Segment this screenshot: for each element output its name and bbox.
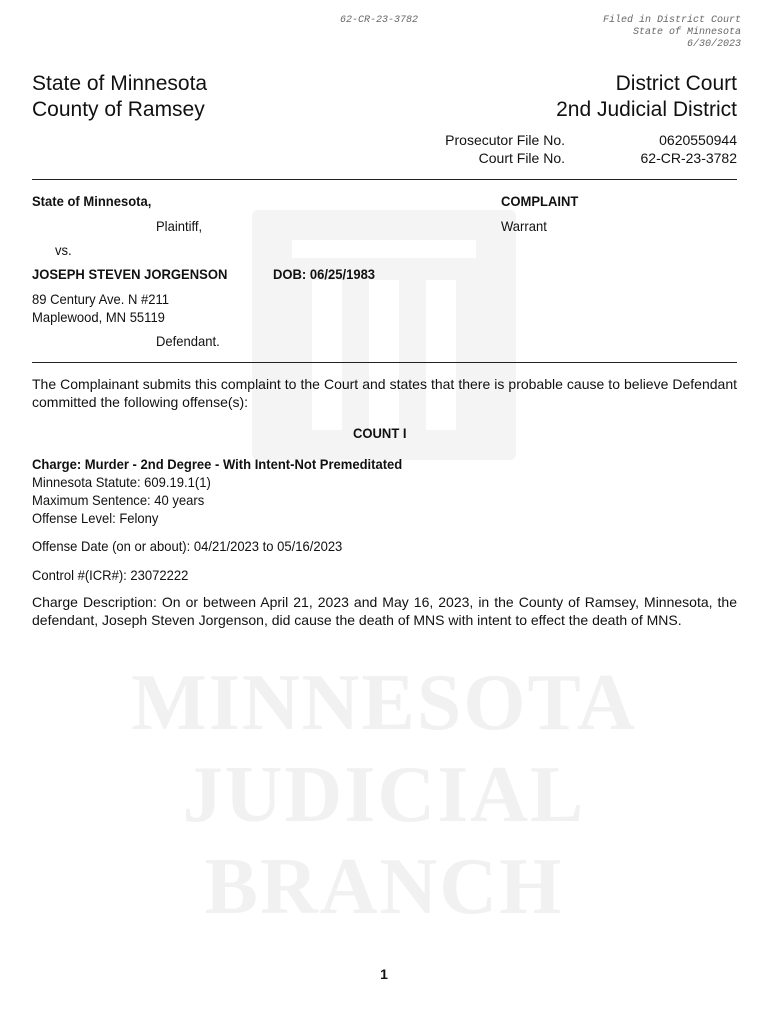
filing-stamp <box>603 15 741 51</box>
count-title: COUNT I <box>353 425 407 441</box>
district-heading: 2nd Judicial District <box>556 98 737 121</box>
prosecutor-file-label: Prosecutor File No. <box>445 132 565 148</box>
file-numbers <box>641 131 738 167</box>
address-line1: 89 Century Ave. N #211 <box>32 291 170 307</box>
versus: vs. <box>55 242 72 258</box>
divider <box>32 362 737 363</box>
charge-description: Charge Description: On or between April 21, 2023 and May 16, 2023, in the County of Ramsey, Minnesota, the defendant, Joseph Steven Jorgenson, did cause the death of MNS with intent to effect the death of MNS. <box>32 594 737 628</box>
defendant-name: JOSEPH STEVEN JORGENSON <box>32 266 228 282</box>
watermark-text-minnesota: MINNESOTA <box>131 659 637 747</box>
intro-paragraph: The Complainant submits this complaint to the Court and states that there is probable cause to believe Defendant committed the following offense(s): <box>32 376 737 410</box>
stamp-case-number: 62-CR-23-3782 <box>340 15 419 26</box>
offense-date: Offense Date (on or about): 04/21/2023 to 05/16/2023 <box>32 538 343 554</box>
court-file-no: 62-CR-23-3782 <box>640 150 737 166</box>
defendant-label: Defendant. <box>156 333 220 349</box>
filed-date: 6/30/2023 <box>686 39 741 50</box>
prosecutor-file-no: 0620550944 <box>659 132 737 148</box>
file-labels <box>445 131 565 167</box>
filed-line1: Filed in District Court <box>602 15 741 26</box>
court-file-label: Court File No. <box>478 150 565 166</box>
document-subtype: Warrant <box>501 218 547 234</box>
filed-line2: State of Minnesota <box>632 27 741 38</box>
count-details <box>32 455 402 527</box>
watermark-text-judicial: JUDICIAL <box>182 751 586 839</box>
watermark-seal <box>252 210 516 460</box>
charge: Charge: Murder - 2nd Degree - With Intent-Not Premeditated <box>32 456 403 472</box>
page-number: 1 <box>380 966 388 982</box>
plaintiff-name: State of Minnesota, <box>32 193 152 209</box>
statute: Minnesota Statute: 609.19.1(1) <box>32 474 211 490</box>
divider <box>32 179 737 180</box>
court-heading: District Court <box>615 72 737 95</box>
state-heading: State of Minnesota <box>32 72 208 95</box>
defendant-address <box>32 290 169 326</box>
defendant-dob: DOB: 06/25/1983 <box>273 266 376 282</box>
plaintiff-label: Plaintiff, <box>156 218 203 234</box>
header-right <box>556 71 737 123</box>
max-sentence: Maximum Sentence: 40 years <box>32 492 205 508</box>
document-type: COMPLAINT <box>501 193 579 209</box>
control-number: Control #(ICR#): 23072222 <box>32 567 189 583</box>
header-left <box>32 71 207 123</box>
watermark-text-branch: BRANCH <box>204 843 564 931</box>
address-line2: Maplewood, MN 55119 <box>32 309 165 325</box>
offense-level: Offense Level: Felony <box>32 510 159 526</box>
county-heading: County of Ramsey <box>32 98 205 121</box>
